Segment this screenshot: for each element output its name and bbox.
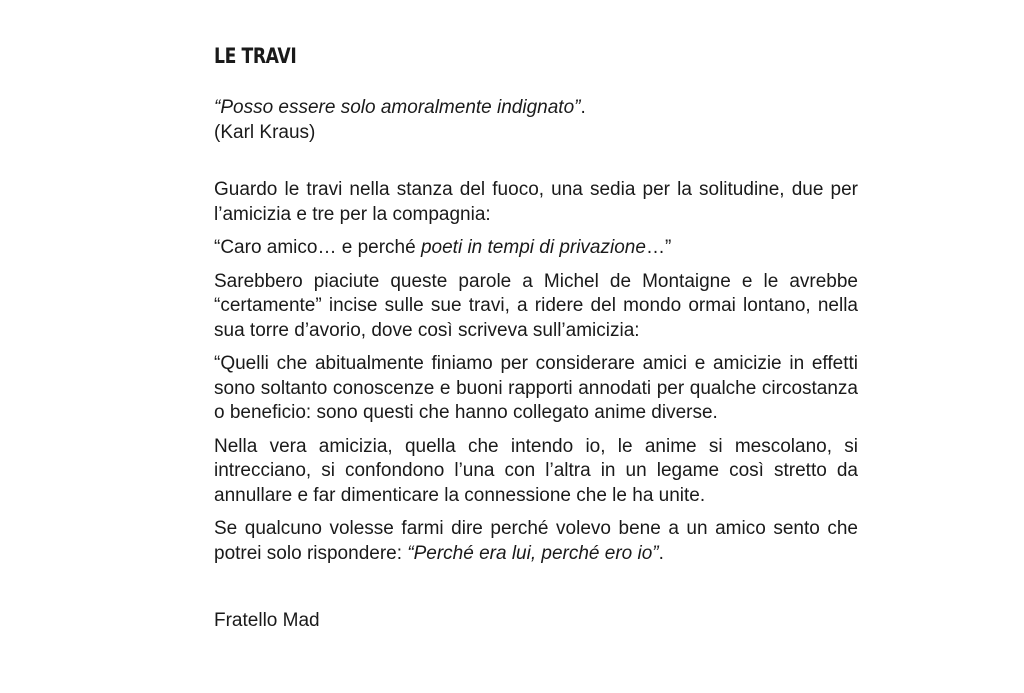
epigraph-author: (Karl Kraus) (214, 121, 316, 143)
epigraph-quote: “Posso essere solo amoralmente indignato” (214, 97, 581, 118)
paragraph-5: Nella vera amicizia, quella che intendo io, le anime si mescolano, si intrecciano, si confondono l’una con l’altra in un legame così stretto da annullare e far dimenticare la connessione che le ha unite. (214, 435, 858, 506)
paragraph-1: Guardo le travi nella stanza del fuoco, una sedia per la solitudine, due per l’amicizia e tre per la compagnia: (214, 179, 858, 225)
document-title: LE TRAVI (214, 44, 297, 68)
epigraph-quote-line (214, 96, 858, 121)
paragraph-6-end: . (658, 542, 664, 564)
signature: Fratello Mad (214, 610, 320, 631)
epigraph-quote-end: . (580, 97, 586, 118)
paragraph-2-end: …” (645, 237, 672, 258)
paragraph-2-italic: poeti in tempi di privazione (420, 237, 646, 258)
paragraph-6-italic: “Perché era lui, perché ero io” (407, 542, 659, 564)
paragraph-2 (214, 236, 858, 261)
paragraph-6 (214, 517, 858, 566)
paragraph-2-start: “Caro amico… e perché (214, 237, 421, 258)
paragraph-3: Sarebbero piaciute queste parole a Michel de Montaigne e le avrebbe “certamente” incise sulle sue travi, a ridere del mondo ormai lontano, nella sua torre d’avorio, dove così scriveva sull’amicizia: (214, 270, 858, 341)
paragraph-6-start: Se qualcuno volesse farmi dire perché volevo bene a un amico sento che potrei solo rispondere: (214, 518, 858, 564)
body-text (214, 178, 858, 566)
paragraph-4: “Quelli che abitualmente finiamo per considerare amici e amicizie in effetti sono soltanto conoscenze e buoni rapporti annodati per qualche circostanza o beneficio: sono questi che hanno collegato anime diverse. (214, 353, 858, 423)
epigraph (214, 96, 858, 145)
document-page (214, 42, 858, 634)
